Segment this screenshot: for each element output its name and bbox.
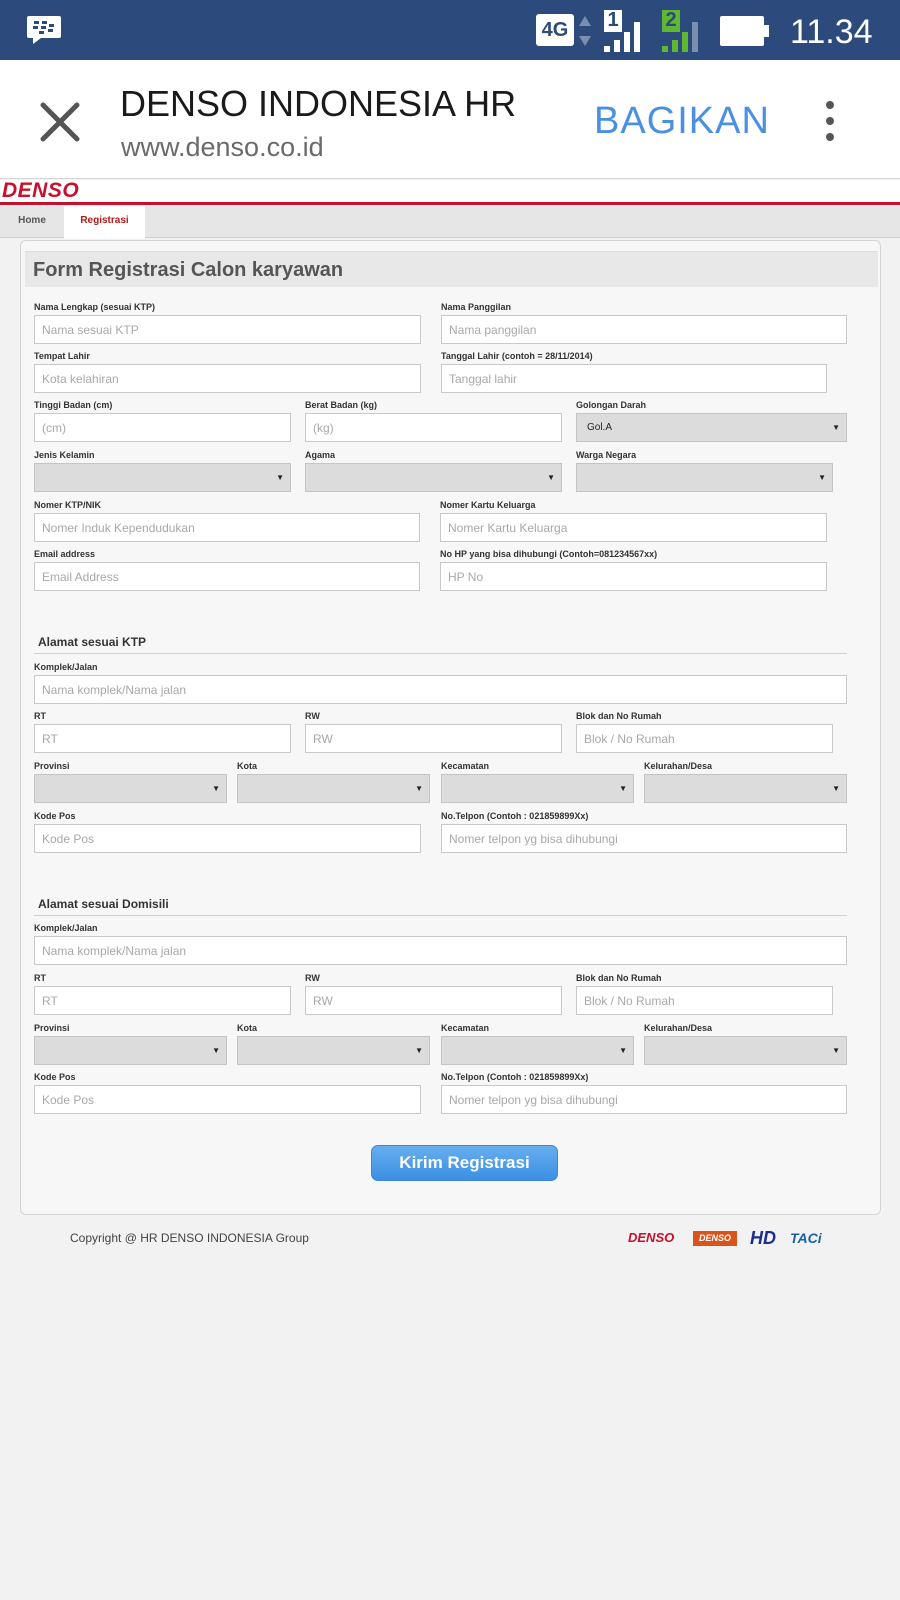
label-agama: Agama — [305, 450, 336, 460]
kota-dom-select[interactable] — [237, 1036, 430, 1065]
kodepos-dom-input[interactable] — [34, 1085, 421, 1114]
network-type-badge: 4G — [536, 14, 574, 46]
updown-arrows-icon — [578, 14, 592, 48]
rw-ktp-input[interactable] — [305, 724, 562, 753]
kelurahan-ktp-select[interactable] — [644, 774, 847, 803]
komplek-ktp-input[interactable] — [34, 675, 847, 704]
bbm-icon — [26, 14, 62, 44]
label-kota-dom: Kota — [237, 1023, 257, 1033]
label-kelurahan-ktp: Kelurahan/Desa — [644, 761, 713, 771]
section-divider — [34, 653, 847, 654]
footer-logo-taci: TACi — [790, 1230, 822, 1246]
kodepos-ktp-input[interactable] — [34, 824, 421, 853]
label-jenis-kelamin: Jenis Kelamin — [34, 450, 95, 460]
label-blok-ktp: Blok dan No Rumah — [576, 711, 662, 721]
agama-select[interactable] — [305, 463, 562, 492]
label-golongan-darah: Golongan Darah — [576, 400, 647, 410]
dropdown-caret-icon: ▼ — [818, 473, 826, 482]
footer-copyright: Copyright @ HR DENSO INDONESIA Group — [70, 1231, 309, 1245]
status-bar — [0, 0, 900, 60]
label-tempat-lahir: Tempat Lahir — [34, 351, 90, 361]
page-url: www.denso.co.id — [121, 132, 324, 162]
dropdown-caret-icon: ▼ — [212, 1046, 220, 1055]
denso-logo[interactable]: DENSO — [2, 179, 80, 202]
label-rt-dom: RT — [34, 973, 46, 983]
rt-dom-input[interactable] — [34, 986, 291, 1015]
label-email: Email address — [34, 549, 96, 559]
provinsi-ktp-select[interactable] — [34, 774, 227, 803]
label-blok-dom: Blok dan No Rumah — [576, 973, 662, 983]
label-nomer-kk: Nomer Kartu Keluarga — [440, 500, 536, 510]
form-header — [25, 251, 878, 287]
dropdown-caret-icon: ▼ — [276, 473, 284, 482]
rt-ktp-input[interactable] — [34, 724, 291, 753]
label-komplek-dom: Komplek/Jalan — [34, 923, 98, 933]
clock: 11.34 — [790, 13, 873, 51]
browser-header — [0, 60, 900, 179]
tempat-lahir-input[interactable] — [34, 364, 421, 393]
label-tanggal-lahir: Tanggal Lahir (contoh = 28/11/2014) — [441, 351, 593, 361]
share-button[interactable]: BAGIKAN — [594, 100, 770, 142]
nomer-ktp-input[interactable] — [34, 513, 420, 542]
nav-registrasi[interactable]: Registrasi — [64, 206, 145, 239]
label-nomer-ktp: Nomer KTP/NIK — [34, 500, 102, 510]
more-vert-icon[interactable] — [825, 100, 835, 142]
signal-sim2 — [662, 10, 708, 54]
dropdown-caret-icon: ▼ — [619, 1046, 627, 1055]
kelurahan-dom-select[interactable] — [644, 1036, 847, 1065]
provinsi-dom-select[interactable] — [34, 1036, 227, 1065]
label-telpon-dom: No.Telpon (Contoh : 021859899Xx) — [441, 1072, 589, 1082]
label-tinggi-badan: Tinggi Badan (cm) — [34, 400, 113, 410]
label-rt-ktp: RT — [34, 711, 46, 721]
label-berat-badan: Berat Badan (kg) — [305, 400, 378, 410]
warga-negara-select[interactable] — [576, 463, 833, 492]
label-provinsi-dom: Provinsi — [34, 1023, 70, 1033]
registration-form — [20, 240, 881, 1215]
golongan-darah-value: Gol.A — [587, 422, 613, 433]
blok-dom-input[interactable] — [576, 986, 833, 1015]
blok-ktp-input[interactable] — [576, 724, 833, 753]
site-header — [0, 180, 900, 205]
footer-logo-denso: DENSO — [628, 1230, 675, 1245]
telpon-ktp-input[interactable] — [441, 824, 847, 853]
nama-panggilan-input[interactable] — [441, 315, 847, 344]
form-title: Form Registrasi Calon karyawan — [33, 259, 344, 281]
label-kecamatan-ktp: Kecamatan — [441, 761, 490, 771]
page-title: DENSO INDONESIA HR — [120, 83, 517, 124]
label-komplek-ktp: Komplek/Jalan — [34, 662, 98, 672]
tanggal-lahir-input[interactable] — [441, 364, 827, 393]
dropdown-caret-icon: ▼ — [415, 1046, 423, 1055]
kota-ktp-select[interactable] — [237, 774, 430, 803]
label-rw-ktp: RW — [305, 711, 320, 721]
dropdown-caret-icon: ▼ — [832, 1046, 840, 1055]
label-telpon-ktp: No.Telpon (Contoh : 021859899Xx) — [441, 811, 589, 821]
label-warga-negara: Warga Negara — [576, 450, 637, 460]
komplek-dom-input[interactable] — [34, 936, 847, 965]
dropdown-caret-icon: ▼ — [212, 784, 220, 793]
email-input[interactable] — [34, 562, 420, 591]
kecamatan-dom-select[interactable] — [441, 1036, 634, 1065]
section-divider — [34, 915, 847, 916]
label-nama-lengkap: Nama Lengkap (sesuai KTP) — [34, 302, 156, 312]
label-kelurahan-dom: Kelurahan/Desa — [644, 1023, 713, 1033]
signal-sim1 — [604, 10, 650, 54]
jenis-kelamin-select[interactable] — [34, 463, 291, 492]
label-kecamatan-dom: Kecamatan — [441, 1023, 490, 1033]
nomer-kk-input[interactable] — [440, 513, 827, 542]
submit-registration-button[interactable]: Kirim Registrasi — [371, 1145, 558, 1181]
nama-lengkap-input[interactable] — [34, 315, 421, 344]
site-nav — [0, 206, 900, 238]
dropdown-caret-icon: ▼ — [832, 784, 840, 793]
hp-input[interactable] — [440, 562, 827, 591]
dropdown-caret-icon: ▼ — [832, 423, 840, 432]
close-icon[interactable] — [38, 100, 82, 144]
sim1-label: 1 — [607, 9, 619, 31]
sim2-label: 2 — [665, 9, 677, 31]
telpon-dom-input[interactable] — [441, 1085, 847, 1114]
tinggi-badan-input[interactable] — [34, 413, 291, 442]
dropdown-caret-icon: ▼ — [415, 784, 423, 793]
footer-logo-hd: HD — [750, 1228, 776, 1248]
battery-icon — [720, 16, 770, 46]
kecamatan-ktp-select[interactable] — [441, 774, 634, 803]
label-nama-panggilan: Nama Panggilan — [441, 302, 512, 312]
label-kota-ktp: Kota — [237, 761, 257, 771]
golongan-darah-select[interactable] — [576, 413, 847, 442]
section-title-ktp: Alamat sesuai KTP — [38, 635, 147, 649]
label-kodepos-ktp: Kode Pos — [34, 811, 76, 821]
label-hp: No HP yang bisa dihubungi (Contoh=081234567xx) — [440, 549, 658, 559]
nav-home[interactable]: Home — [18, 215, 46, 226]
rw-dom-input[interactable] — [305, 986, 562, 1015]
label-provinsi-ktp: Provinsi — [34, 761, 70, 771]
footer-logo-denso-orange: DENSO — [693, 1231, 737, 1246]
dropdown-caret-icon: ▼ — [547, 473, 555, 482]
dropdown-caret-icon: ▼ — [619, 784, 627, 793]
label-kodepos-dom: Kode Pos — [34, 1072, 76, 1082]
section-title-domisili: Alamat sesuai Domisili — [38, 897, 169, 911]
label-rw-dom: RW — [305, 973, 320, 983]
berat-badan-input[interactable] — [305, 413, 562, 442]
